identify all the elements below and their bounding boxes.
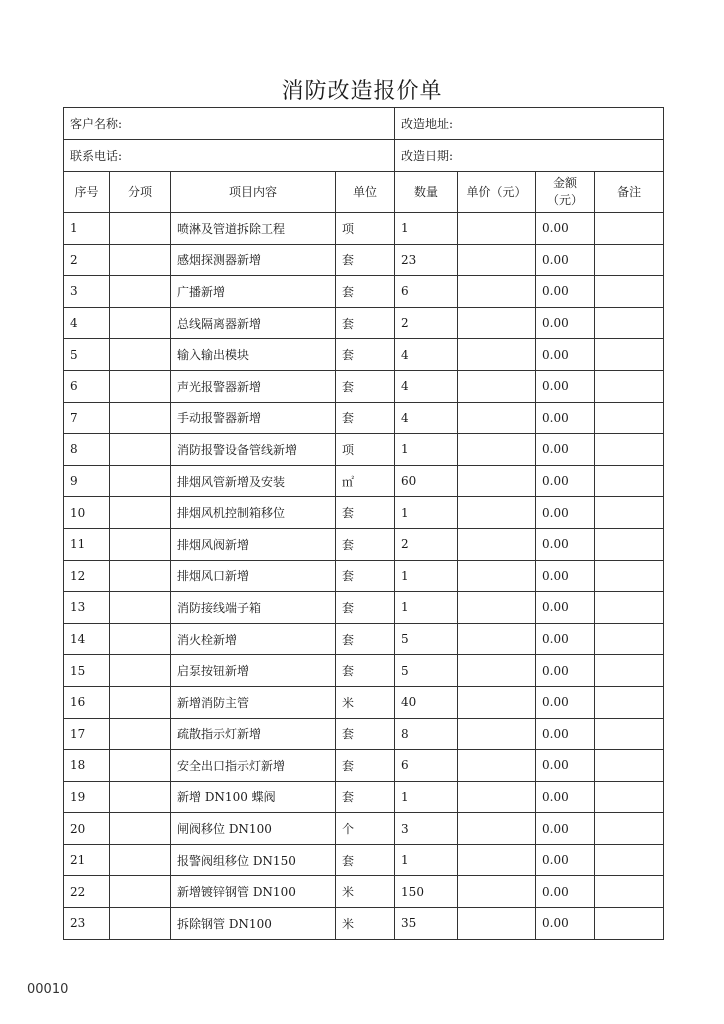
cell-seq: 18 bbox=[64, 750, 110, 782]
cell-qty: 6 bbox=[395, 750, 458, 782]
cell-content: 手动报警器新增 bbox=[171, 402, 336, 434]
cell-content: 总线隔离器新增 bbox=[171, 307, 336, 339]
cell-note bbox=[595, 750, 664, 782]
cell-amount: 0.00 bbox=[536, 465, 595, 497]
cell-qty: 40 bbox=[395, 686, 458, 718]
cell-sub bbox=[110, 560, 171, 592]
cell-unit: 套 bbox=[336, 750, 395, 782]
cell-amount: 0.00 bbox=[536, 686, 595, 718]
cell-seq: 19 bbox=[64, 781, 110, 813]
cell-amount: 0.00 bbox=[536, 781, 595, 813]
cell-unit: 套 bbox=[336, 370, 395, 402]
cell-note bbox=[595, 908, 664, 940]
header-content: 项目内容 bbox=[171, 172, 336, 213]
cell-price bbox=[458, 718, 536, 750]
table-row bbox=[64, 655, 664, 687]
header-price: 单价（元） bbox=[458, 172, 536, 213]
cell-seq: 6 bbox=[64, 370, 110, 402]
cell-content: 消防接线端子箱 bbox=[171, 592, 336, 624]
cell-unit: 套 bbox=[336, 307, 395, 339]
cell-sub bbox=[110, 370, 171, 402]
cell-amount: 0.00 bbox=[536, 276, 595, 308]
header-sub: 分项 bbox=[110, 172, 171, 213]
table-row bbox=[64, 876, 664, 908]
cell-qty: 1 bbox=[395, 781, 458, 813]
cell-unit: 套 bbox=[336, 402, 395, 434]
cell-seq: 9 bbox=[64, 465, 110, 497]
cell-price bbox=[458, 528, 536, 560]
cell-qty: 2 bbox=[395, 528, 458, 560]
cell-sub bbox=[110, 465, 171, 497]
table-row bbox=[64, 781, 664, 813]
table-row bbox=[64, 560, 664, 592]
cell-unit: 米 bbox=[336, 908, 395, 940]
cell-qty: 1 bbox=[395, 844, 458, 876]
cell-content: 新增 DN100 蝶阀 bbox=[171, 781, 336, 813]
cell-seq: 1 bbox=[64, 213, 110, 245]
cell-unit: 米 bbox=[336, 876, 395, 908]
cell-amount: 0.00 bbox=[536, 434, 595, 466]
cell-amount: 0.00 bbox=[536, 307, 595, 339]
cell-note bbox=[595, 244, 664, 276]
customer-name-field: 客户名称: bbox=[64, 108, 395, 140]
cell-price bbox=[458, 213, 536, 245]
cell-qty: 8 bbox=[395, 718, 458, 750]
cell-amount: 0.00 bbox=[536, 813, 595, 845]
table-row bbox=[64, 623, 664, 655]
cell-seq: 2 bbox=[64, 244, 110, 276]
cell-content: 安全出口指示灯新增 bbox=[171, 750, 336, 782]
cell-unit: ㎡ bbox=[336, 465, 395, 497]
cell-content: 闸阀移位 DN100 bbox=[171, 813, 336, 845]
cell-sub bbox=[110, 844, 171, 876]
cell-seq: 20 bbox=[64, 813, 110, 845]
cell-unit: 套 bbox=[336, 718, 395, 750]
cell-content: 广播新增 bbox=[171, 276, 336, 308]
cell-sub bbox=[110, 528, 171, 560]
cell-qty: 4 bbox=[395, 370, 458, 402]
cell-seq: 13 bbox=[64, 592, 110, 624]
cell-price bbox=[458, 750, 536, 782]
cell-sub bbox=[110, 244, 171, 276]
cell-unit: 套 bbox=[336, 655, 395, 687]
cell-seq: 23 bbox=[64, 908, 110, 940]
cell-sub bbox=[110, 813, 171, 845]
cell-note bbox=[595, 876, 664, 908]
cell-unit: 套 bbox=[336, 528, 395, 560]
cell-note bbox=[595, 434, 664, 466]
table-row bbox=[64, 402, 664, 434]
cell-seq: 22 bbox=[64, 876, 110, 908]
cell-price bbox=[458, 339, 536, 371]
table-row bbox=[64, 307, 664, 339]
cell-price bbox=[458, 844, 536, 876]
cell-note bbox=[595, 686, 664, 718]
cell-unit: 套 bbox=[336, 592, 395, 624]
cell-price bbox=[458, 497, 536, 529]
cell-amount: 0.00 bbox=[536, 876, 595, 908]
cell-sub bbox=[110, 686, 171, 718]
table-header-row bbox=[64, 172, 664, 213]
address-field: 改造地址: bbox=[395, 108, 664, 140]
cell-seq: 10 bbox=[64, 497, 110, 529]
table-row bbox=[64, 813, 664, 845]
cell-amount: 0.00 bbox=[536, 718, 595, 750]
cell-amount: 0.00 bbox=[536, 592, 595, 624]
cell-content: 拆除钢管 DN100 bbox=[171, 908, 336, 940]
cell-qty: 150 bbox=[395, 876, 458, 908]
cell-price bbox=[458, 876, 536, 908]
cell-note bbox=[595, 213, 664, 245]
table-row bbox=[64, 370, 664, 402]
cell-content: 疏散指示灯新增 bbox=[171, 718, 336, 750]
cell-price bbox=[458, 560, 536, 592]
cell-unit: 个 bbox=[336, 813, 395, 845]
cell-seq: 5 bbox=[64, 339, 110, 371]
cell-amount: 0.00 bbox=[536, 528, 595, 560]
header-amount-line1: 金额 bbox=[553, 176, 578, 190]
header-seq: 序号 bbox=[64, 172, 110, 213]
cell-sub bbox=[110, 497, 171, 529]
cell-qty: 5 bbox=[395, 655, 458, 687]
cell-sub bbox=[110, 623, 171, 655]
cell-note bbox=[595, 370, 664, 402]
cell-amount: 0.00 bbox=[536, 750, 595, 782]
cell-note bbox=[595, 339, 664, 371]
cell-sub bbox=[110, 655, 171, 687]
cell-seq: 14 bbox=[64, 623, 110, 655]
cell-sub bbox=[110, 718, 171, 750]
cell-sub bbox=[110, 339, 171, 371]
cell-amount: 0.00 bbox=[536, 370, 595, 402]
table-row bbox=[64, 528, 664, 560]
cell-price bbox=[458, 908, 536, 940]
cell-price bbox=[458, 813, 536, 845]
table-row bbox=[64, 686, 664, 718]
date-field: 改造日期: bbox=[395, 140, 664, 172]
table-row bbox=[64, 908, 664, 940]
cell-unit: 套 bbox=[336, 844, 395, 876]
cell-qty: 6 bbox=[395, 276, 458, 308]
cell-qty: 4 bbox=[395, 402, 458, 434]
cell-price bbox=[458, 465, 536, 497]
cell-unit: 套 bbox=[336, 623, 395, 655]
cell-amount: 0.00 bbox=[536, 339, 595, 371]
table-row bbox=[64, 213, 664, 245]
table-row bbox=[64, 718, 664, 750]
cell-amount: 0.00 bbox=[536, 213, 595, 245]
cell-content: 消火栓新增 bbox=[171, 623, 336, 655]
cell-note bbox=[595, 528, 664, 560]
cell-unit: 套 bbox=[336, 781, 395, 813]
cell-seq: 17 bbox=[64, 718, 110, 750]
cell-content: 排烟风阀新增 bbox=[171, 528, 336, 560]
header-amount bbox=[536, 172, 595, 213]
cell-unit: 套 bbox=[336, 497, 395, 529]
quote-table bbox=[63, 107, 664, 940]
cell-price bbox=[458, 781, 536, 813]
cell-qty: 1 bbox=[395, 434, 458, 466]
info-row-contact bbox=[64, 140, 664, 172]
cell-amount: 0.00 bbox=[536, 244, 595, 276]
cell-qty: 35 bbox=[395, 908, 458, 940]
table-row bbox=[64, 339, 664, 371]
cell-note bbox=[595, 560, 664, 592]
cell-content: 输入输出模块 bbox=[171, 339, 336, 371]
cell-amount: 0.00 bbox=[536, 655, 595, 687]
phone-field: 联系电话: bbox=[64, 140, 395, 172]
cell-amount: 0.00 bbox=[536, 497, 595, 529]
cell-amount: 0.00 bbox=[536, 908, 595, 940]
cell-content: 报警阀组移位 DN150 bbox=[171, 844, 336, 876]
cell-sub bbox=[110, 213, 171, 245]
cell-amount: 0.00 bbox=[536, 560, 595, 592]
cell-price bbox=[458, 434, 536, 466]
cell-seq: 4 bbox=[64, 307, 110, 339]
cell-seq: 3 bbox=[64, 276, 110, 308]
cell-unit: 项 bbox=[336, 213, 395, 245]
page-number: 00010 bbox=[27, 982, 69, 997]
cell-qty: 60 bbox=[395, 465, 458, 497]
cell-note bbox=[595, 592, 664, 624]
cell-seq: 7 bbox=[64, 402, 110, 434]
cell-content: 消防报警设备管线新增 bbox=[171, 434, 336, 466]
cell-seq: 15 bbox=[64, 655, 110, 687]
cell-price bbox=[458, 655, 536, 687]
cell-content: 感烟探测器新增 bbox=[171, 244, 336, 276]
cell-note bbox=[595, 718, 664, 750]
cell-content: 排烟风口新增 bbox=[171, 560, 336, 592]
cell-price bbox=[458, 307, 536, 339]
table-row bbox=[64, 244, 664, 276]
cell-unit: 套 bbox=[336, 244, 395, 276]
cell-qty: 3 bbox=[395, 813, 458, 845]
cell-price bbox=[458, 276, 536, 308]
cell-note bbox=[595, 307, 664, 339]
cell-qty: 5 bbox=[395, 623, 458, 655]
table-row bbox=[64, 592, 664, 624]
header-note: 备注 bbox=[595, 172, 664, 213]
table-row bbox=[64, 750, 664, 782]
cell-qty: 1 bbox=[395, 592, 458, 624]
cell-price bbox=[458, 370, 536, 402]
cell-sub bbox=[110, 402, 171, 434]
info-row-customer bbox=[64, 108, 664, 140]
cell-unit: 套 bbox=[336, 339, 395, 371]
cell-price bbox=[458, 402, 536, 434]
cell-sub bbox=[110, 908, 171, 940]
cell-price bbox=[458, 244, 536, 276]
cell-unit: 套 bbox=[336, 560, 395, 592]
cell-seq: 21 bbox=[64, 844, 110, 876]
cell-note bbox=[595, 623, 664, 655]
cell-sub bbox=[110, 750, 171, 782]
cell-content: 喷淋及管道拆除工程 bbox=[171, 213, 336, 245]
cell-content: 排烟风机控制箱移位 bbox=[171, 497, 336, 529]
cell-seq: 11 bbox=[64, 528, 110, 560]
cell-amount: 0.00 bbox=[536, 623, 595, 655]
cell-unit: 项 bbox=[336, 434, 395, 466]
table-row bbox=[64, 465, 664, 497]
cell-seq: 8 bbox=[64, 434, 110, 466]
cell-note bbox=[595, 497, 664, 529]
table-row bbox=[64, 844, 664, 876]
table-row bbox=[64, 276, 664, 308]
cell-unit: 套 bbox=[336, 276, 395, 308]
cell-note bbox=[595, 813, 664, 845]
cell-sub bbox=[110, 434, 171, 466]
cell-price bbox=[458, 592, 536, 624]
cell-qty: 2 bbox=[395, 307, 458, 339]
cell-price bbox=[458, 686, 536, 718]
cell-qty: 4 bbox=[395, 339, 458, 371]
cell-sub bbox=[110, 307, 171, 339]
cell-content: 排烟风管新增及安装 bbox=[171, 465, 336, 497]
document-title: 消防改造报价单 bbox=[281, 79, 443, 104]
cell-sub bbox=[110, 781, 171, 813]
cell-qty: 1 bbox=[395, 497, 458, 529]
table-row bbox=[64, 434, 664, 466]
cell-note bbox=[595, 781, 664, 813]
cell-unit: 米 bbox=[336, 686, 395, 718]
cell-seq: 16 bbox=[64, 686, 110, 718]
cell-qty: 1 bbox=[395, 560, 458, 592]
cell-note bbox=[595, 465, 664, 497]
cell-seq: 12 bbox=[64, 560, 110, 592]
cell-sub bbox=[110, 592, 171, 624]
cell-note bbox=[595, 402, 664, 434]
cell-amount: 0.00 bbox=[536, 844, 595, 876]
cell-sub bbox=[110, 876, 171, 908]
cell-content: 声光报警器新增 bbox=[171, 370, 336, 402]
cell-price bbox=[458, 623, 536, 655]
header-unit: 单位 bbox=[336, 172, 395, 213]
header-amount-line2: （元） bbox=[547, 193, 584, 207]
cell-qty: 1 bbox=[395, 213, 458, 245]
table-row bbox=[64, 497, 664, 529]
cell-qty: 23 bbox=[395, 244, 458, 276]
cell-content: 新增镀锌钢管 DN100 bbox=[171, 876, 336, 908]
cell-content: 启泵按钮新增 bbox=[171, 655, 336, 687]
cell-note bbox=[595, 655, 664, 687]
cell-amount: 0.00 bbox=[536, 402, 595, 434]
cell-note bbox=[595, 844, 664, 876]
cell-sub bbox=[110, 276, 171, 308]
header-qty: 数量 bbox=[395, 172, 458, 213]
cell-content: 新增消防主管 bbox=[171, 686, 336, 718]
cell-note bbox=[595, 276, 664, 308]
